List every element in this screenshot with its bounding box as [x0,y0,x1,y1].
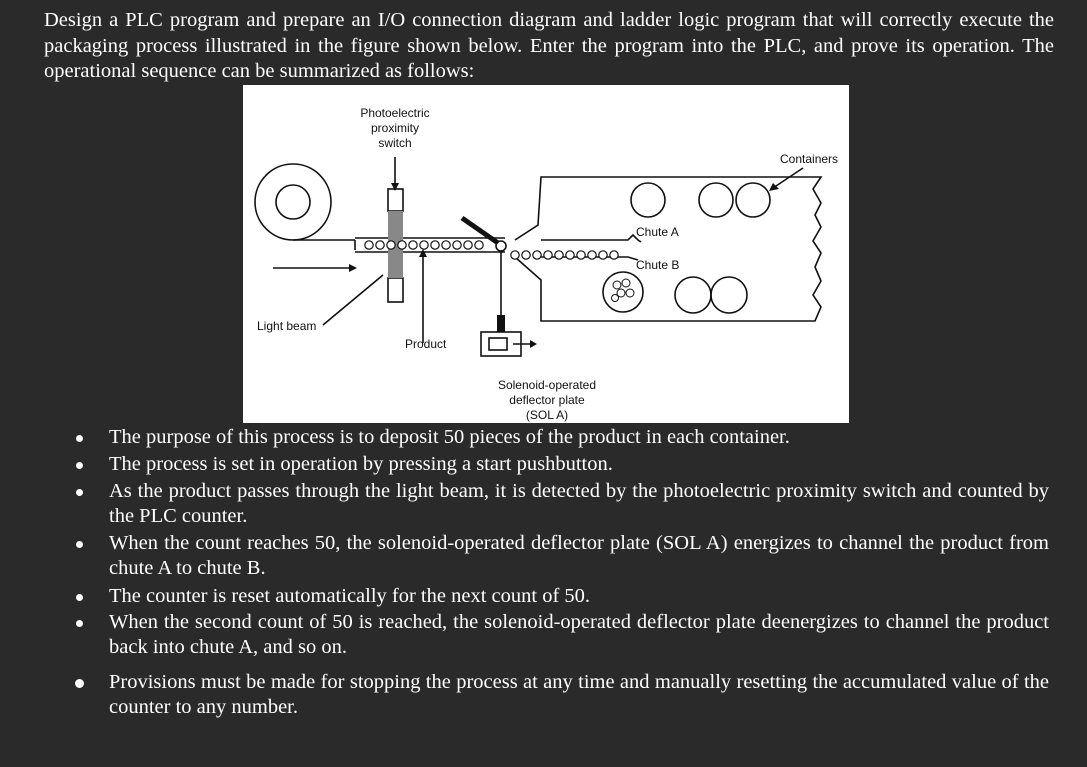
label-containers: Containers [780,152,839,166]
label-chute-b: Chute B [636,258,680,272]
problem-intro: Design a PLC program and prepare an I/O connection diagram and ladder logic program that will correctly execute the packaging process illustrated in the figure shown below. Enter the program into the PLC, and prove its operation. The operational sequence can be summarized as follows: [44,9,1054,83]
bullet-icon [76,489,83,496]
list-item: The process is set in operation by pressing a start pushbutton. [109,452,1049,477]
bullet-icon [76,594,83,601]
list-item: Provisions must be made for stopping the process at any time and manually resetting the accumulated value of the counter to any number. [109,670,1049,721]
list-item: The purpose of this process is to deposit 50 pieces of the product in each container. [109,425,1049,450]
label-sol3: (SOL A) [525,408,569,422]
list-item: The counter is reset automatically for the next count of 50. [109,584,1049,609]
bullet-icon [76,541,83,548]
list-item: As the product passes through the light beam, it is detected by the photoelectric proximity switch and counted by the PLC counter. [109,479,1049,530]
label-photo1: Photoelectric [360,106,430,120]
bullet-icon [76,435,83,442]
label-sol1: Solenoid-operated [497,378,597,392]
label-sol2: deflector plate [509,393,585,407]
label-light-beam: Light beam [257,319,317,333]
label-photo3: switch [378,136,412,150]
list-item: When the count reaches 50, the solenoid-operated deflector plate (SOL A) energizes to channel the product from chute A to chute B. [109,531,1049,582]
label-chute-a: Chute A [636,225,679,239]
bullet-icon [76,462,83,469]
list-item: When the second count of 50 is reached, the solenoid-operated deflector plate deenergizes to channel the product back into chute A, and so on. [109,610,1049,661]
bullet-icon [75,679,84,688]
label-photo2: proximity [370,121,420,135]
bullet-icon [76,620,83,627]
label-product: Product [405,337,447,351]
